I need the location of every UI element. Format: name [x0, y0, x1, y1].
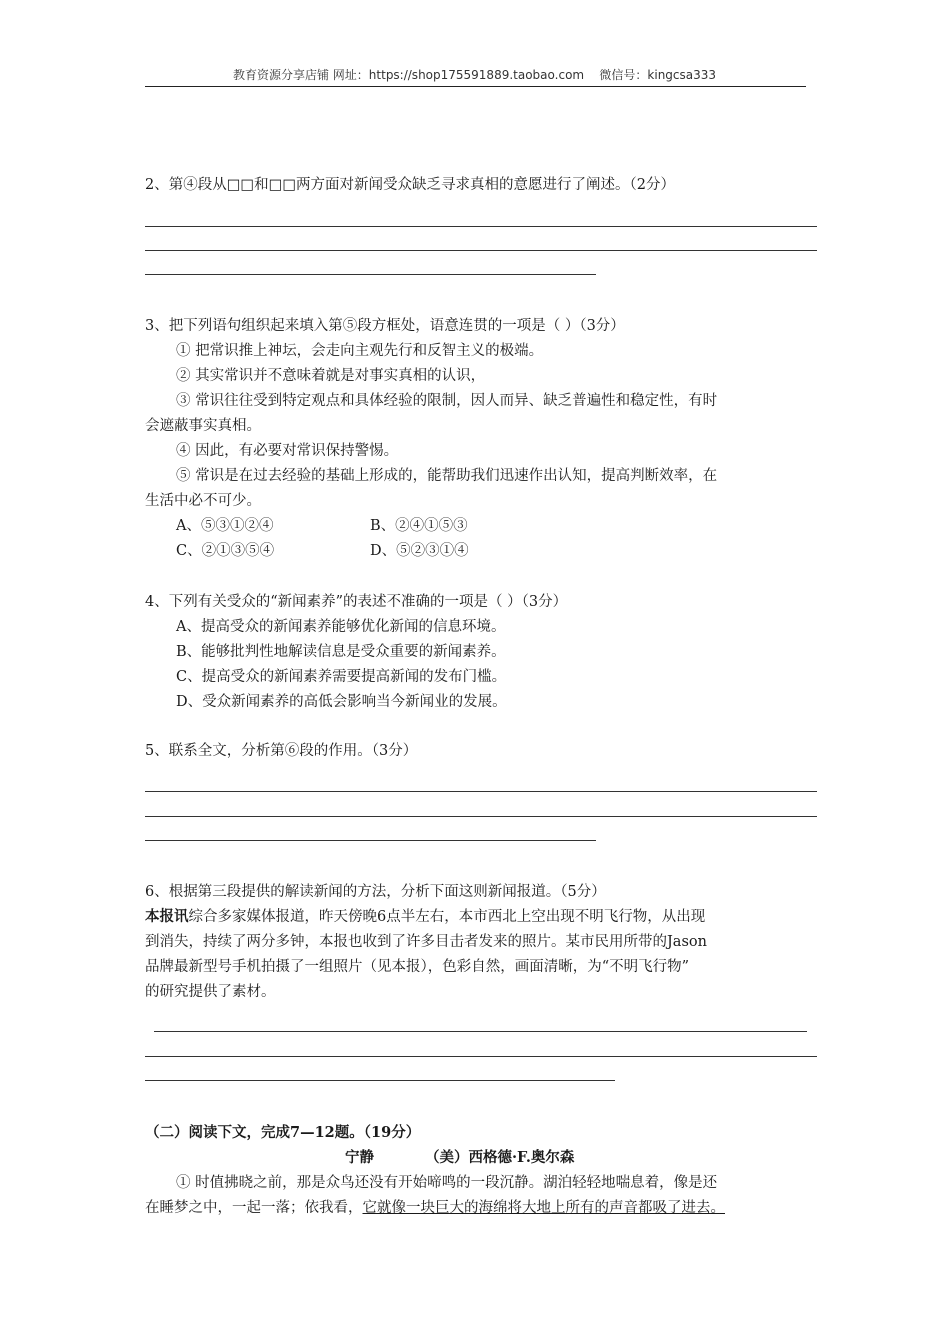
article-paragraph-1: ① 时值拂晓之前，那是众鸟还没有开始啼鸣的一段沉静。湖泊轻轻地喘息着，像是还	[176, 1175, 718, 1191]
news-line-1-text: 综合多家媒体报道，昨天傍晚6点半左右，本市西北上空出现不明飞行物，从出现	[188, 909, 706, 925]
answer-line	[145, 274, 596, 275]
q3-sentence-2: ② 其实常识并不意味着就是对事实真相的认识，	[176, 368, 486, 384]
underlined-sentence: 它就像一块巨大的海绵将大地上所有的声音都吸了进去。	[362, 1200, 725, 1216]
section-2-heading: （二）阅读下文，完成7—12题。（19分）	[145, 1124, 421, 1141]
answer-line	[145, 1056, 817, 1057]
news-lead: 本报讯	[145, 908, 189, 925]
article-title: 宁静	[345, 1149, 374, 1166]
q3-sentence-1: ① 把常识推上神坛，会走向主观先行和反智主义的极端。	[176, 343, 544, 359]
question-4-stem: 4、下列有关受众的“新闻素养”的表述不准确的一项是（ ）（3分）	[145, 594, 568, 610]
answer-line	[154, 1031, 807, 1032]
q3-sentence-4: ④ 因此，有必要对常识保持警惕。	[176, 443, 399, 459]
q4-option-d: D、受众新闻素养的高低会影响当今新闻业的发展。	[176, 694, 507, 710]
header-rule	[145, 86, 806, 87]
q3-option-b: B、②④①⑤③	[370, 518, 468, 534]
q3-option-c: C、②①③⑤④	[176, 543, 275, 559]
q6-news-line-1	[145, 908, 705, 926]
answer-line	[145, 226, 817, 227]
answer-line	[145, 816, 817, 817]
question-5: 5、联系全文，分析第⑥段的作用。（3分）	[145, 743, 418, 759]
q4-option-b: B、能够批判性地解读信息是受众重要的新闻素养。	[176, 644, 506, 660]
q3-sentence-5: ⑤ 常识是在过去经验的基础上形成的，能帮助我们迅速作出认知，提高判断效率，在	[176, 468, 718, 484]
article-author: （美）西格德·F.奥尔森	[425, 1149, 575, 1166]
q6-news-line-2: 到消失，持续了两分多钟，本报也收到了许多目击者发来的照片。某市民用所带的Jason	[145, 934, 707, 950]
answer-line	[145, 250, 817, 251]
page-header	[0, 66, 949, 83]
q4-option-a: A、提高受众的新闻素养能够优化新闻的信息环境。	[176, 619, 506, 635]
wechat-label: 微信号：kingcsa333	[599, 68, 717, 82]
shop-label: 教育资源分享店铺	[232, 68, 329, 82]
answer-line	[145, 1080, 615, 1081]
q3-option-d: D、⑤②③①④	[370, 543, 469, 559]
question-3-stem: 3、把下列语句组织起来填入第⑤段方框处，语意连贯的一项是（ ）（3分）	[145, 318, 625, 334]
q3-sentence-3: ③ 常识往往受到特定观点和具体经验的限制，因人而异、缺乏普遍性和稳定性，有时	[176, 393, 718, 409]
q3-sentence-3-cont: 会遮蔽事实真相。	[145, 418, 261, 434]
q4-option-c: C、提高受众的新闻素养需要提高新闻的发布门槛。	[176, 669, 507, 685]
q6-news-line-3: 品牌最新型号手机拍摄了一组照片（见本报），色彩自然，画面清晰，为“不明飞行物”	[145, 959, 690, 975]
q3-option-a: A、⑤③①②④	[176, 518, 274, 534]
q3-sentence-5-cont: 生活中必不可少。	[145, 493, 261, 509]
q6-news-line-4: 的研究提供了素材。	[145, 984, 276, 1000]
paragraph-text: 在睡梦之中，一起一落；依我看，	[145, 1200, 363, 1216]
answer-line	[145, 791, 817, 792]
question-6-stem: 6、根据第三段提供的解读新闻的方法，分析下面这则新闻报道。（5分）	[145, 884, 606, 900]
url-label: 网址：https://shop175591889.taobao.com	[332, 68, 585, 82]
question-2: 2、第④段从□□和□□两方面对新闻受众缺乏寻求真相的意愿进行了阐述。（2分）	[145, 177, 675, 193]
answer-line	[145, 840, 596, 841]
article-paragraph-1-cont	[145, 1199, 725, 1217]
